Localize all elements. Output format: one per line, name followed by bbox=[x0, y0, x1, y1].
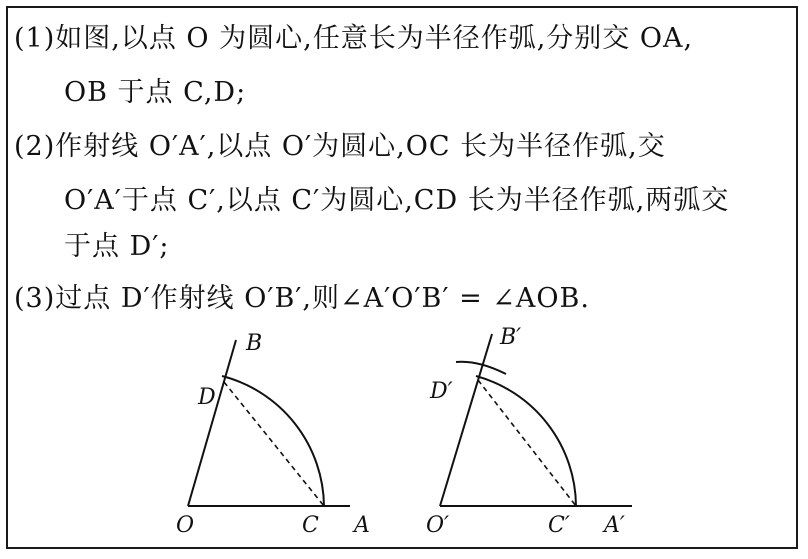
segment-c-prime-d-prime-dashed bbox=[478, 380, 576, 506]
label-c-prime: C′ bbox=[548, 513, 570, 538]
ray-ob bbox=[188, 340, 236, 506]
step-3-line-1: (3)过点 D′作射线 O′B′,则∠A′O′B′ = ∠AOB. bbox=[14, 283, 590, 314]
label-d-prime: D′ bbox=[430, 379, 453, 404]
arc-cd bbox=[222, 376, 324, 506]
step-1-line-2: OB 于点 C,D; bbox=[64, 77, 247, 108]
label-a-prime: A′ bbox=[604, 513, 625, 538]
figure-left bbox=[176, 331, 370, 538]
label-a: A bbox=[354, 513, 370, 538]
ray-o-prime-b-prime bbox=[440, 334, 492, 506]
step-2-line-1: (2)作射线 O′A′,以点 O′为圆心,OC 长为半径作弧,交 bbox=[14, 131, 666, 162]
label-c: C bbox=[302, 513, 319, 538]
label-o-prime: O′ bbox=[426, 513, 450, 538]
label-o: O bbox=[176, 513, 195, 538]
label-b-prime: B′ bbox=[500, 325, 522, 350]
figure-right bbox=[426, 325, 632, 538]
step-2-line-3: 于点 D′; bbox=[64, 231, 170, 262]
step-2-line-2: O′A′于点 C′,以点 C′为圆心,CD 长为半径作弧,两弧交 bbox=[64, 185, 730, 216]
label-b: B bbox=[246, 331, 263, 356]
step-1-line-1: (1)如图,以点 O 为圆心,任意长为半径作弧,分别交 OA, bbox=[14, 23, 694, 54]
label-d: D bbox=[198, 385, 216, 410]
